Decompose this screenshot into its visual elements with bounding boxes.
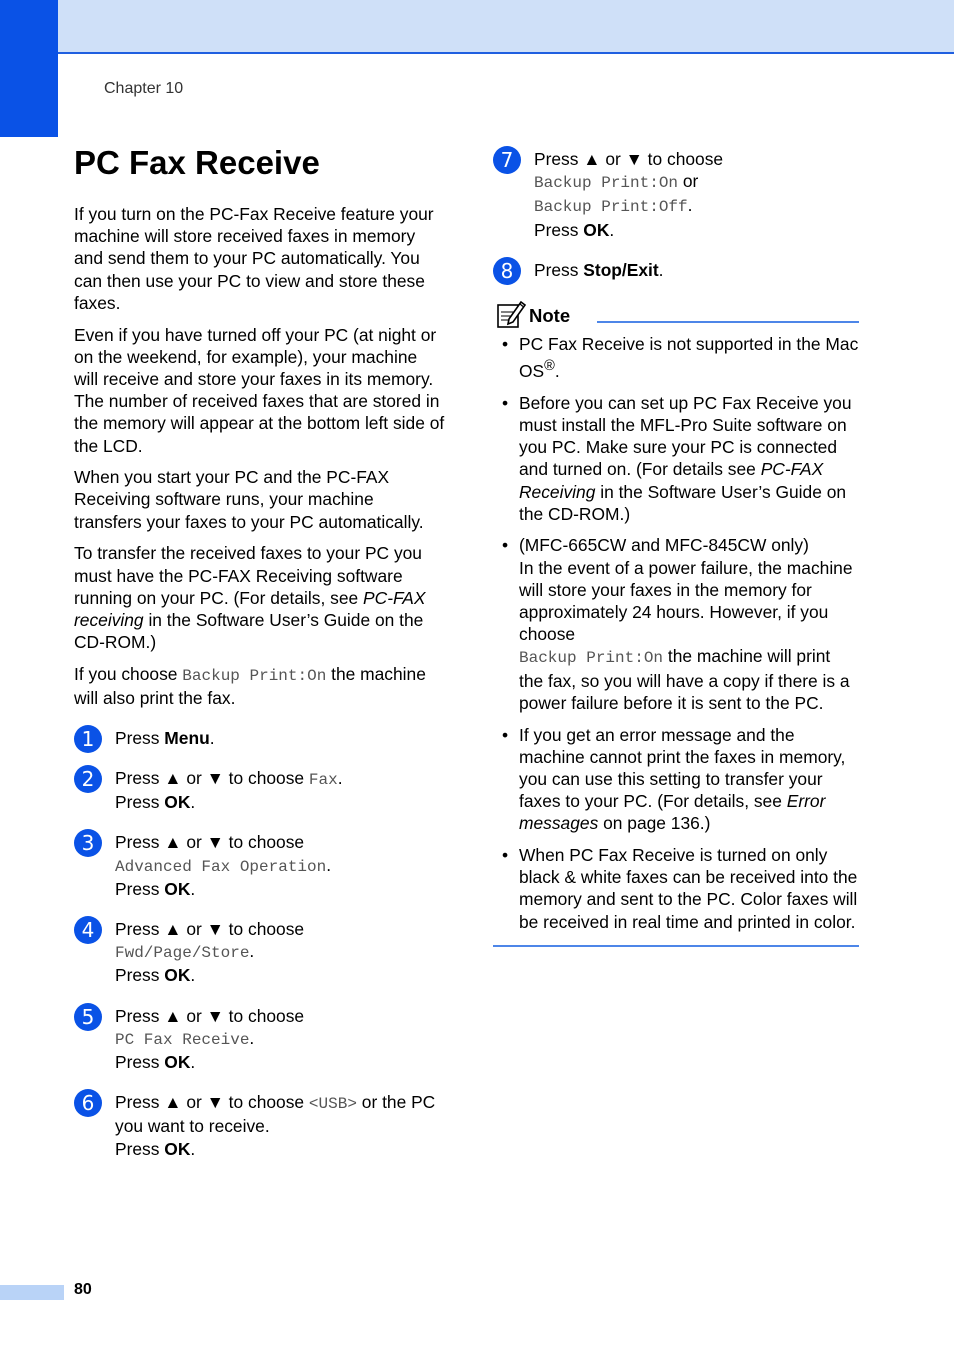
note-rule — [597, 321, 859, 323]
note-pencil-icon — [496, 299, 526, 329]
lcd-text: PC Fax Receive — [115, 1030, 250, 1049]
note-item: • PC Fax Receive is not supported in the Mac OS®. — [493, 333, 859, 382]
note-item: • If you get an error message and the machine cannot print the faxes in memory, you can use this setting to transfer your faxes to your PC. (For details, see Error messages on page 136.) — [493, 724, 859, 835]
note-item: • When PC Fax Receive is turned on only black & white faxes can be received into the memory and sent to the PC. Color faxes will be received in real time and printed in color. — [493, 844, 859, 933]
step-number: 6 — [74, 1089, 102, 1117]
step-7: 7 Press ▲ or ▼ to choose Backup Print:On or Backup Print:Off. Press OK. — [493, 148, 859, 241]
step-2: 2 Press ▲ or ▼ to choose Fax. Press OK. — [74, 767, 446, 813]
step-number: 1 — [74, 725, 102, 753]
note-emphasis: PC-FAX Receiving — [519, 459, 824, 502]
lcd-text: Backup Print:On — [534, 174, 679, 193]
intro-paragraph-4: To transfer the received faxes to your PC you must have the PC-FAX Receiving software running on your PC. (For details, see PC-FAX receiving in the Software User’s Guide on the CD-ROM.) — [74, 543, 426, 653]
step-4: 4 Press ▲ or ▼ to choose Fwd/Page/Store. Press OK. — [74, 918, 446, 987]
note-box — [493, 299, 859, 947]
note-list — [493, 333, 859, 933]
note-item: • Before you can set up PC Fax Receive you must install the MFL-Pro Suite software on you PC. Make sure your PC is connected and turned on. (For details see PC-FAX Receiving in the Software User’s Guide on the CD-ROM.) — [493, 392, 859, 525]
step-5: 5 Press ▲ or ▼ to choose PC Fax Receive. Press OK. — [74, 1005, 446, 1074]
page-title: PC Fax Receive — [74, 144, 320, 181]
intro-p4-emphasis: PC-FAX receiving — [74, 587, 426, 630]
button-name: OK — [164, 965, 191, 986]
lcd-text: Fax — [308, 770, 338, 789]
button-name: Menu — [164, 727, 210, 748]
right-column — [493, 148, 859, 947]
step-number: 5 — [74, 1003, 102, 1031]
button-name: OK — [164, 878, 191, 899]
lcd-text: Backup Print:On — [182, 666, 327, 685]
button-name: Stop/Exit — [583, 259, 659, 280]
step-number: 3 — [74, 829, 102, 857]
note-header — [493, 299, 859, 333]
lcd-text: Fwd/Page/Store — [115, 944, 250, 963]
button-name: OK — [164, 792, 191, 813]
step-3: 3 Press ▲ or ▼ to choose Advanced Fax Operation. Press OK. — [74, 831, 446, 900]
lcd-text: Advanced Fax Operation — [115, 857, 327, 876]
step-number: 7 — [493, 146, 521, 174]
left-column — [74, 203, 446, 1178]
lcd-text: Backup Print:Off — [534, 198, 688, 217]
intro-paragraph-2: Even if you have turned off your PC (at night or on the weekend, for example), your machine will receive and store your faxes in its memory. The number of received faxes that are stored in the memory will appear at the bottom left side of the LCD. — [74, 324, 445, 456]
button-name: OK — [164, 1138, 191, 1159]
lcd-text: Backup Print:On — [519, 649, 664, 668]
step-6: 6 Press ▲ or ▼ to choose <USB> or the PC you want to receive. Press OK. — [74, 1091, 446, 1160]
button-name: OK — [583, 219, 610, 240]
footer-band — [0, 1285, 64, 1300]
lcd-text: <USB> — [308, 1095, 357, 1114]
chapter-label: Chapter 10 — [104, 80, 184, 97]
note-title: Note — [529, 305, 571, 327]
step-number: 8 — [493, 257, 521, 285]
note-bottom-rule — [493, 945, 859, 947]
button-name: OK — [164, 1052, 191, 1072]
note-emphasis: Error messages — [519, 791, 826, 834]
intro-paragraph-1: If you turn on the PC-Fax Receive feature your machine will store received faxes in memory and send them to your PC automatically. You can then use your PC to view and store these faxes. — [74, 204, 434, 313]
step-1: 1 Press Menu. — [74, 727, 446, 749]
step-number: 2 — [74, 765, 102, 793]
step-8: 8 Press Stop/Exit. — [493, 259, 859, 281]
chapter-tab — [0, 0, 58, 137]
intro-paragraph-5: If you choose Backup Print:On the machine will also print the fax. — [74, 663, 426, 709]
page-number: 80 — [74, 1281, 92, 1298]
intro-paragraph-3: When you start your PC and the PC-FAX Receiving software runs, your machine transfers your faxes to your PC automatically. — [74, 467, 424, 532]
registered-mark: ® — [544, 358, 555, 375]
header-band — [0, 0, 954, 54]
step-number: 4 — [74, 916, 102, 944]
note-item: • (MFC-665CW and MFC-845CW only) In the event of a power failure, the machine will store your faxes in the memory for approximately 24 hours. However, if you choose Backup Print:On the machine will print the fax, so you will have a copy if there is a power failure before it is sent to the PC. — [493, 534, 859, 714]
